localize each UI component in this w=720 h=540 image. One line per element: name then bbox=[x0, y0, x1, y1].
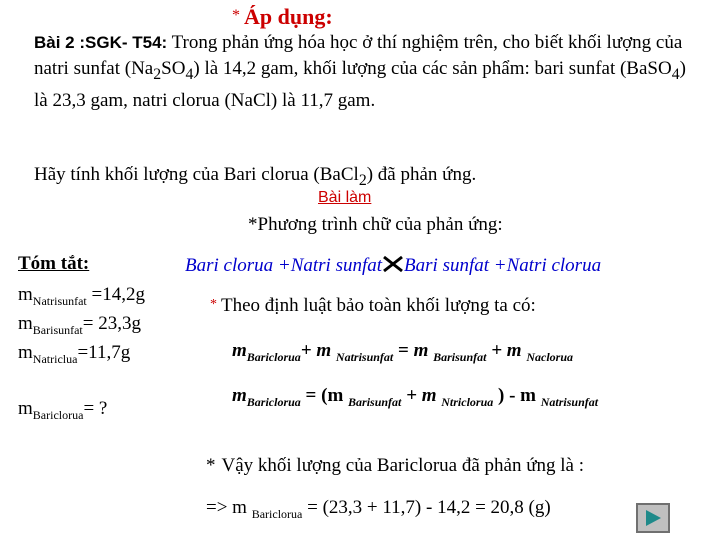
sub: Naclorua bbox=[526, 349, 574, 364]
sub: Barisunfat bbox=[348, 394, 402, 409]
sub: 2 bbox=[153, 65, 162, 83]
given-natrisunfat bbox=[18, 284, 145, 309]
sub: Barisunfat bbox=[433, 349, 487, 364]
given-m: m bbox=[18, 284, 33, 305]
sub: Natrisunfat bbox=[335, 349, 394, 364]
word-equation-label: *Phương trình chữ của phản ứng: bbox=[248, 214, 503, 235]
solution-heading: Bài làm bbox=[318, 189, 372, 206]
next-slide-button[interactable] bbox=[636, 503, 670, 533]
sub: Natriclua bbox=[32, 351, 78, 366]
given-value: =14,2g bbox=[86, 284, 145, 305]
given-value: = ? bbox=[83, 398, 108, 419]
sub: 2 bbox=[358, 171, 367, 189]
problem-text: SO bbox=[161, 58, 186, 79]
reaction-arrow-icon bbox=[382, 255, 404, 276]
given-natriclua bbox=[18, 342, 130, 367]
calc-text: = (23,3 + 11,7) - 14,2 = 20,8 (g) bbox=[302, 497, 551, 518]
formula-conservation bbox=[232, 340, 573, 365]
title-text: Áp dụng: bbox=[244, 4, 333, 29]
slide-title bbox=[232, 4, 333, 30]
formula-op: + m bbox=[486, 340, 522, 361]
play-next-icon bbox=[643, 508, 663, 528]
sub: Natrisunfat bbox=[540, 394, 599, 409]
formula-m: m bbox=[232, 340, 247, 361]
sub: Natrisunfat bbox=[32, 293, 87, 308]
question bbox=[34, 164, 476, 190]
calculation bbox=[206, 497, 551, 522]
title-star: * bbox=[232, 7, 240, 24]
conservation-law bbox=[210, 295, 536, 317]
summary-title: Tóm tắt: bbox=[18, 253, 90, 274]
sub: Bariclorua bbox=[251, 506, 303, 521]
formula-rearranged bbox=[232, 385, 598, 410]
formula-m: m bbox=[413, 340, 429, 361]
sub: Barisunfat bbox=[32, 322, 83, 337]
sub: 4 bbox=[185, 65, 194, 83]
sub: Bariclorua bbox=[246, 394, 301, 409]
word-equation bbox=[185, 255, 601, 277]
formula-op: + m bbox=[300, 340, 332, 361]
problem-text: SO bbox=[647, 58, 672, 79]
sub: 4 bbox=[671, 65, 680, 83]
formula-op: = bbox=[393, 340, 414, 361]
formula-op: + m bbox=[401, 385, 442, 406]
problem-text: ) là 14,2 gam, khối lượng của các sản phẩm: bari sunfat (Ba bbox=[193, 58, 648, 79]
conclusion bbox=[206, 455, 584, 477]
law-text: Theo định luật bảo toàn khối lượng ta có: bbox=[221, 295, 536, 316]
problem-label: Bài 2 :SGK- T54: bbox=[34, 33, 168, 52]
law-star: * bbox=[210, 297, 217, 312]
conclusion-text: Vậy khối lượng của Bariclorua đã phản ứng là : bbox=[221, 455, 585, 476]
question-text: Hãy tính khối lượng của Bari clorua (BaCl bbox=[34, 164, 359, 185]
equation-right: Bari sunfat +Natri clorua bbox=[404, 255, 602, 276]
given-value: =11,7g bbox=[77, 342, 131, 363]
problem-text: Cl) là 11,7 gam. bbox=[252, 89, 376, 111]
sub: Bariclorua bbox=[246, 349, 301, 364]
problem-text: ) là 23,3 gam, natri clorua (Na bbox=[34, 58, 686, 111]
problem-statement bbox=[34, 30, 694, 114]
given-barisunfat bbox=[18, 313, 141, 338]
given-m: m bbox=[18, 342, 33, 363]
given-m: m bbox=[18, 398, 33, 419]
given-value: = 23,3g bbox=[82, 313, 141, 334]
problem-text: Trong phản ứng hóa học ở thí nghiệm trên, cho biết khối lượng của natri sunfat (Na bbox=[34, 32, 683, 79]
calc-text: => m bbox=[206, 497, 252, 518]
formula-op: = (m bbox=[300, 385, 349, 406]
sub: Ntriclorua bbox=[441, 394, 494, 409]
given-m: m bbox=[18, 313, 33, 334]
formula-m: m bbox=[232, 385, 247, 406]
given-bariclorua bbox=[18, 398, 107, 423]
sub: Bariclorua bbox=[32, 407, 84, 422]
equation-left: Bari clorua +Natri sunfat bbox=[185, 255, 383, 276]
formula-op: ) - m bbox=[493, 385, 541, 406]
question-text: ) đã phản ứng. bbox=[366, 164, 477, 185]
conclusion-star: * bbox=[206, 455, 216, 476]
